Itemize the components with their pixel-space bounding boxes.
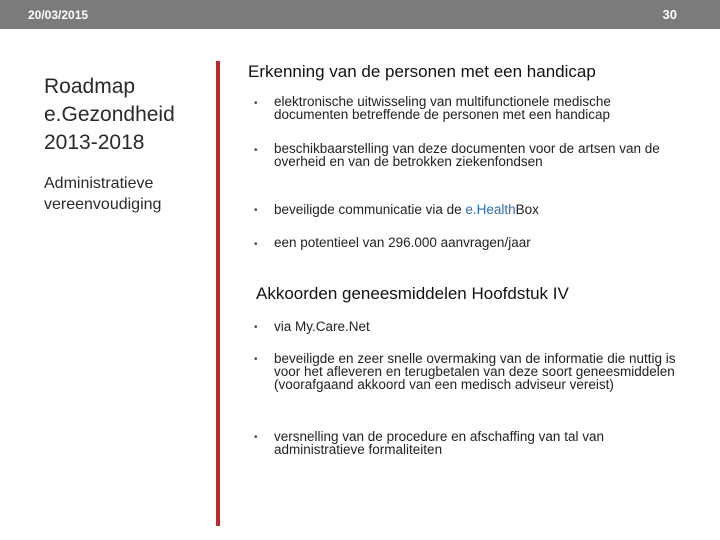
- sidebar-title: Roadmap e.Gezondheid 2013-2018: [44, 75, 175, 154]
- list-item: versnelling van de procedure en afschaffing van tal van administratieve formaliteiten: [274, 429, 604, 457]
- section-heading-akkoorden: Akkoorden geneesmiddelen Hoofdstuk IV: [256, 284, 569, 303]
- slide-date: 20/03/2015: [28, 8, 89, 22]
- bullet-icon: •: [254, 239, 258, 250]
- section-heading-handicap: Erkenning van de personen met een handicap: [248, 62, 596, 81]
- list-item: [274, 203, 679, 216]
- bullet-icon: •: [254, 205, 258, 216]
- header-bar: [0, 0, 720, 29]
- ehealth-accent-text: e.Health: [465, 202, 516, 217]
- bullet-icon: •: [254, 354, 258, 365]
- vertical-divider: [216, 61, 220, 526]
- list-item: beschikbaarstelling van deze documenten voor de artsen van de overheid en van de betrokken ziekenfondsen: [274, 141, 660, 169]
- bullet-icon: •: [254, 432, 258, 443]
- list-item: elektronische uitwisseling van multifunctionele medische documenten betreffende de personen met een handicap: [274, 94, 611, 122]
- bullet-icon: •: [254, 98, 258, 109]
- item-text: beveiligde communicatie via de: [274, 202, 466, 217]
- list-item: een potentieel van 296.000 aanvragen/jaar: [274, 235, 531, 250]
- sidebar-subtitle: Administratieve vereenvoudiging: [44, 175, 162, 213]
- bullet-icon: •: [254, 145, 258, 156]
- slide-page-number: 30: [662, 7, 677, 22]
- list-item: beveiligde en zeer snelle overmaking van de informatie die nuttig is voor het afleveren en terugbetalen van deze soort geneesmiddelen (voorafgaand akkoord van een medisch adviseur vereist): [274, 351, 676, 392]
- list-item: via My.Care.Net: [274, 319, 370, 334]
- bullet-icon: •: [254, 322, 258, 333]
- item-text: Box: [515, 202, 539, 217]
